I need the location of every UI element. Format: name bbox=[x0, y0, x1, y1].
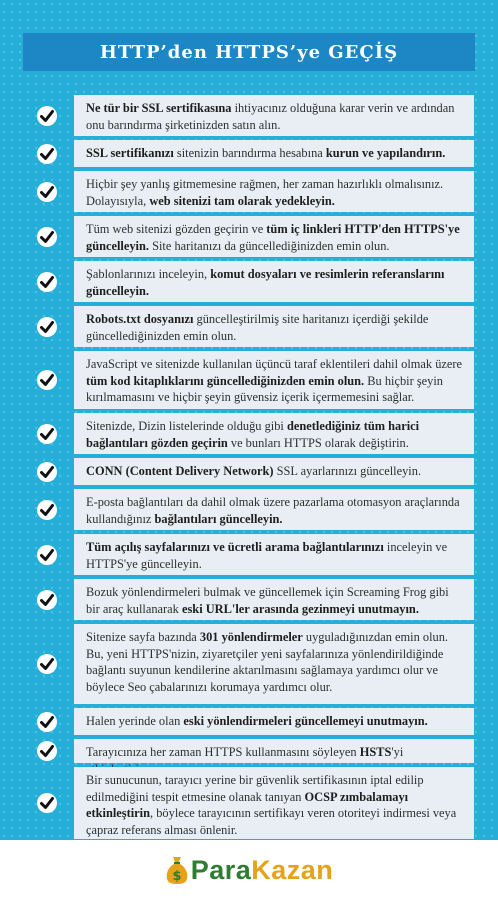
check-icon bbox=[36, 461, 58, 483]
list-item-text bbox=[74, 767, 474, 839]
list-item bbox=[0, 767, 498, 839]
check-icon bbox=[36, 271, 58, 293]
body-text: JavaScript ve sitenizde kullanılan üçüncü taraf eklentileri dahil olmak üzere bbox=[86, 357, 463, 371]
highlight-text: eski yönlendirmeleri güncellemeyi unutmayın. bbox=[183, 714, 428, 728]
body-text: Bir sunucunun, tarayıcı yerine bir güvenlik sertifikasının iptal edilip edilmediğini tespit etmesine olanak tanıyan bbox=[86, 773, 424, 804]
list-item bbox=[0, 534, 498, 575]
brand-name-part2: Kazan bbox=[251, 854, 334, 885]
check-icon bbox=[36, 499, 58, 521]
highlight-text: eski URL'ler arasında gezinmeyi unutmayın. bbox=[181, 601, 419, 616]
body-text: Halen yerinde olan bbox=[86, 714, 184, 728]
list-item-text bbox=[74, 458, 474, 485]
body-text: uyguladığınızdan emin olun. Bu, yeni HTTPS'nizin, ziyaretçiler yeni sayfalarınıza yönlendirildiğinde bağlantı suyunun kendilerine aktarılmasını sağlamaya yardımcı olur ve böylece Seo çabalarınızı korumaya yardımcı olur. bbox=[86, 630, 449, 694]
highlight-text: Robots.txt dosyanızı bbox=[86, 312, 194, 326]
list-item-text bbox=[74, 216, 474, 257]
body-text: , böylece tarayıcının sertifikayı veren otoriteyi indirmesi veya çapraz referans alması önlenir. bbox=[86, 806, 457, 837]
highlight-text: komut dosyaları ve resimlerin referanslarını güncelleyin. bbox=[86, 267, 445, 298]
money-bag-icon bbox=[165, 855, 189, 885]
body-text: 'yi bbox=[391, 745, 404, 759]
body-text: Site haritanızı da güncellediğinizden emin olun. bbox=[149, 238, 390, 253]
list-item-text bbox=[74, 351, 474, 409]
list-item bbox=[0, 458, 498, 485]
page-title: HTTP’den HTTPS’ye GEÇİŞ bbox=[23, 33, 475, 71]
highlight-text: SSL sertifikanızı bbox=[86, 146, 174, 160]
body-text: Bu hiçbir şeyin kırılmamasını ve hiçbir şeyin güvensiz içerik içermemesini sağlar. bbox=[86, 373, 443, 404]
list-item bbox=[0, 140, 498, 167]
list-item bbox=[0, 216, 498, 257]
list-item-text bbox=[74, 140, 474, 167]
body-text: Hiçbir şey yanlış gitmemesine rağmen, her zaman hazırlıklı olmalısınız. Dolayısıyla, bbox=[86, 177, 444, 208]
body-text: E-posta bağlantıları da dahil olmak üzere pazarlama otomasyon araçlarında kullandığınız bbox=[86, 495, 460, 526]
highlight-text: HSTS bbox=[359, 745, 392, 759]
body-text: Tarayıcınıza her zaman HTTPS kullanmasını söyleyen bbox=[86, 745, 360, 759]
brand-name-part1: Para bbox=[190, 854, 252, 885]
list-item-text bbox=[74, 579, 474, 620]
check-icon bbox=[36, 740, 58, 762]
list-item-text bbox=[74, 534, 474, 575]
body-text: Tüm web sitenizi gözden geçirin ve bbox=[86, 222, 267, 236]
highlight-text: Tüm açılış sayfalarınızı ve ücretli arama bağlantılarınızı bbox=[86, 540, 384, 554]
check-icon bbox=[36, 143, 58, 165]
list-item-text bbox=[74, 708, 474, 735]
footer bbox=[0, 840, 498, 900]
list-item bbox=[0, 624, 498, 704]
check-icon bbox=[36, 792, 58, 814]
body-text: Şablonlarınızı inceleyin, bbox=[86, 267, 211, 281]
highlight-text: kurun ve yapılandırın. bbox=[325, 146, 446, 160]
body-text: Sitenizde, Dizin listelerinde olduğu gibi bbox=[86, 419, 287, 433]
list-item-text bbox=[74, 624, 474, 704]
list-item bbox=[0, 579, 498, 620]
highlight-text: web sitenizi tam olarak yedekleyin. bbox=[149, 193, 335, 208]
brand-logo bbox=[165, 855, 334, 886]
highlight-text: tüm kod kitaplıklarını güncellediğinizden emin olun. bbox=[86, 373, 365, 388]
check-icon bbox=[36, 105, 58, 127]
check-icon bbox=[36, 181, 58, 203]
body-text: ihtiyacınız olduğuna karar verin ve ardından onu barındırma şirketinizden satın alın. bbox=[86, 101, 455, 132]
list-item bbox=[0, 171, 498, 212]
highlight-text: Ne tür bir SSL sertifikasına bbox=[86, 101, 232, 115]
body-text: ve bunları HTTPS olarak değiştirin. bbox=[227, 435, 409, 450]
list-item bbox=[0, 708, 498, 735]
list-item-text bbox=[74, 306, 474, 347]
check-icon bbox=[36, 423, 58, 445]
check-icon bbox=[36, 369, 58, 391]
list-item-text bbox=[74, 261, 474, 302]
list-item bbox=[0, 306, 498, 347]
list-item-text bbox=[74, 739, 474, 763]
body-text: Sitenize sayfa bazında bbox=[86, 630, 200, 644]
check-icon bbox=[36, 711, 58, 733]
body-text: SSL ayarlarınızı güncelleyin. bbox=[273, 464, 422, 478]
list-item bbox=[0, 95, 498, 136]
list-item bbox=[0, 489, 498, 530]
list-item bbox=[0, 261, 498, 302]
body-text: güncelleştirilmiş site haritanızı içerdiği şekilde güncellediğinizden emin olun. bbox=[86, 312, 429, 343]
list-item bbox=[0, 413, 498, 454]
check-icon bbox=[36, 589, 58, 611]
list-item-text bbox=[74, 489, 474, 530]
highlight-text: tüm iç linkleri HTTP'den HTTPS'ye güncelleyin. bbox=[86, 222, 460, 253]
list-item-text bbox=[74, 171, 474, 212]
highlight-text: CONN (Content Delivery Network) bbox=[86, 464, 274, 478]
body-text: Bozuk yönlendirmeleri bulmak ve güncellemek için Screaming Frog gibi bir araç kullanarak bbox=[86, 585, 449, 616]
list-item bbox=[0, 739, 498, 763]
check-icon bbox=[36, 653, 58, 675]
body-text: inceleyin ve HTTPS'ye güncelleyin. bbox=[86, 540, 448, 571]
highlight-text: denetlediğiniz tüm harici bağlantıları gözden geçirin bbox=[86, 419, 420, 450]
check-icon bbox=[36, 544, 58, 566]
list-item-text bbox=[74, 95, 474, 136]
highlight-text: OCSP zımbalamayı etkinleştirin bbox=[86, 789, 409, 820]
brand-bag-symbol: $ bbox=[172, 869, 182, 884]
check-icon bbox=[36, 226, 58, 248]
list-item bbox=[0, 351, 498, 409]
check-icon bbox=[36, 316, 58, 338]
highlight-text: bağlantıları güncelleyin. bbox=[154, 511, 283, 526]
body-text: sitenizin barındırma hesabına bbox=[173, 146, 326, 160]
highlight-text: 301 yönlendirmeler bbox=[199, 630, 303, 644]
list-item-text bbox=[74, 413, 474, 454]
